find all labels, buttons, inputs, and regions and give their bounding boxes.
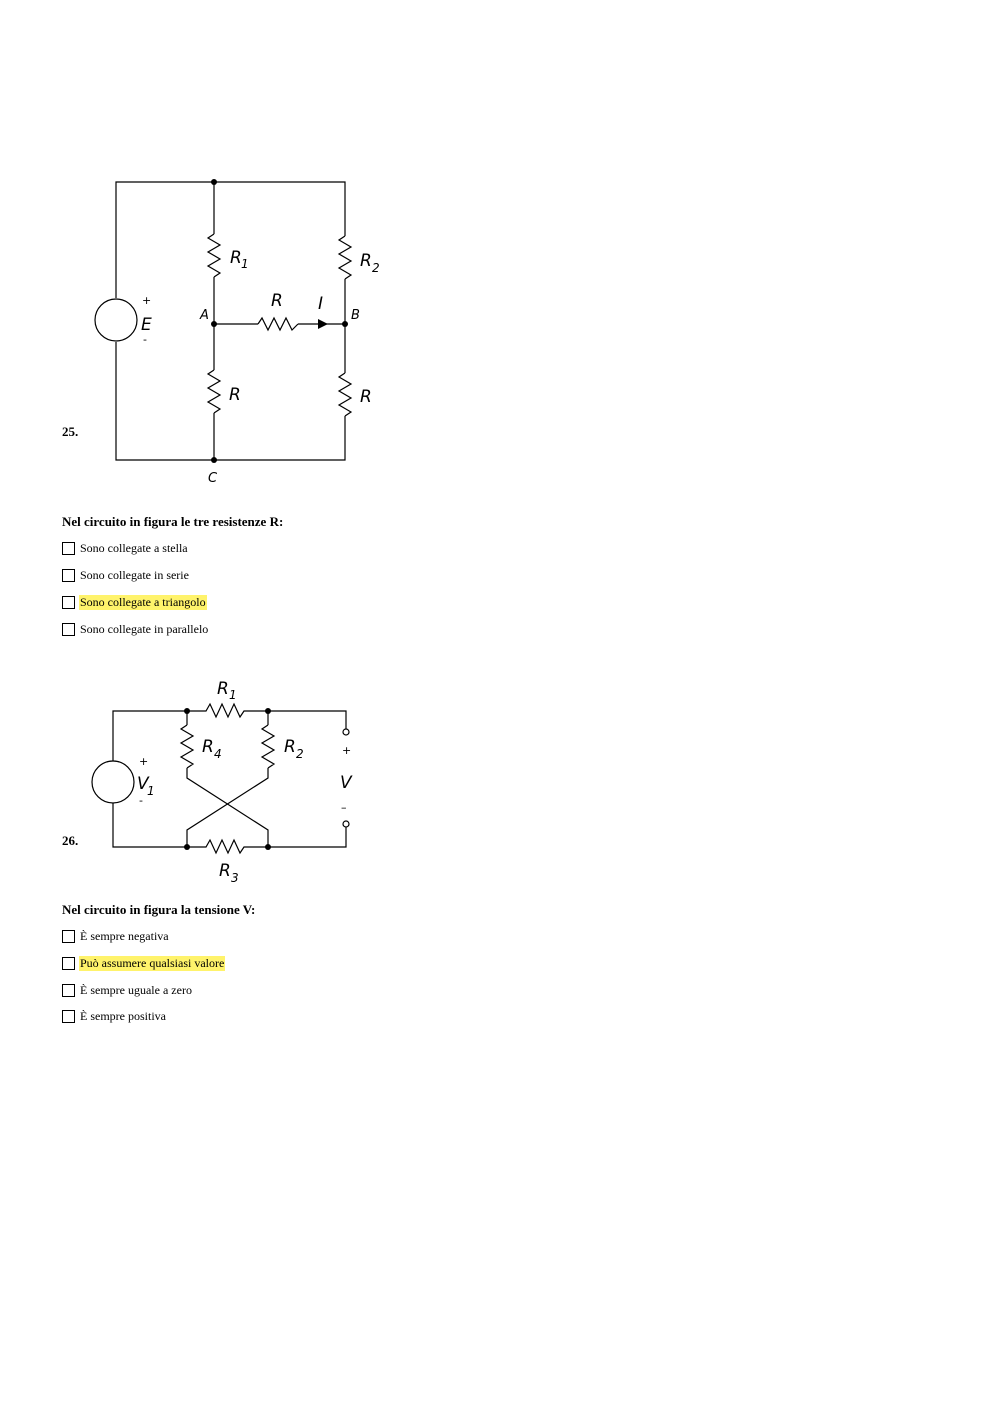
source-v1-label: V — [137, 774, 149, 794]
q26-option-2[interactable] — [62, 955, 225, 971]
r4-subscript: 4 — [214, 747, 222, 761]
voltage-source-e — [95, 299, 137, 341]
q26-option-3[interactable] — [62, 982, 193, 998]
node-c-label: C — [208, 471, 218, 486]
checkbox[interactable] — [62, 984, 75, 997]
circuit-26-diagram — [0, 660, 420, 900]
terminal-minus-icon — [343, 821, 349, 827]
checkbox[interactable] — [62, 1010, 75, 1023]
checkbox[interactable] — [62, 623, 75, 636]
r-middle-label: R — [271, 291, 283, 311]
q25-option-1[interactable] — [62, 540, 189, 556]
output-minus-label: – — [341, 801, 347, 814]
output-v-label: V — [340, 773, 352, 793]
option-label: È sempre uguale a zero — [80, 982, 192, 997]
question-25-number: 25. — [62, 424, 79, 439]
option-label: Sono collegate in serie — [80, 567, 189, 582]
q26-option-1[interactable] — [62, 928, 170, 944]
option-label-highlighted: Sono collegate a triangolo — [80, 594, 206, 609]
checkbox[interactable] — [62, 569, 75, 582]
source-v1-subscript: 1 — [147, 784, 155, 798]
question-26-text: Nel circuito in figura la tensione V: — [62, 902, 256, 917]
option-label: Sono collegate a stella — [80, 540, 188, 555]
r2-label: R — [360, 251, 372, 271]
node-a-label: A — [200, 308, 209, 323]
source-minus-label: - — [139, 794, 143, 807]
r4-label: R — [202, 737, 214, 757]
r1-label: R — [230, 248, 242, 268]
checkbox[interactable] — [62, 930, 75, 943]
r2-subscript: 2 — [296, 747, 304, 761]
node-dot — [265, 708, 271, 714]
node-dot — [265, 844, 271, 850]
node-b-dot — [342, 321, 348, 327]
q25-option-3[interactable] — [62, 594, 207, 610]
r1-label: R — [217, 679, 229, 699]
option-label: Sono collegate in parallelo — [80, 621, 209, 636]
question-26-number: 26. — [62, 833, 79, 848]
node-top-dot — [211, 179, 217, 185]
checkbox[interactable] — [62, 596, 75, 609]
checkbox[interactable] — [62, 542, 75, 555]
source-minus-label: - — [143, 333, 147, 346]
q25-option-4[interactable] — [62, 621, 209, 637]
resistor-r-middle — [258, 318, 298, 330]
r2-subscript: 2 — [372, 261, 380, 275]
current-arrow-icon — [318, 319, 328, 329]
resistor-r-left — [208, 370, 220, 413]
q26-option-4[interactable] — [62, 1008, 167, 1024]
checkbox[interactable] — [62, 957, 75, 970]
resistor-r-right — [339, 373, 351, 416]
current-i-label: I — [318, 294, 324, 314]
node-a-dot — [211, 321, 217, 327]
source-plus-label: + — [139, 755, 149, 768]
q25-option-2[interactable] — [62, 567, 190, 583]
r3-label: R — [219, 861, 231, 881]
r-left-label: R — [229, 385, 241, 405]
output-plus-label: + — [342, 744, 352, 757]
r-right-label: R — [360, 387, 372, 407]
source-e-label: E — [141, 315, 152, 335]
resistor-r3 — [187, 840, 268, 853]
node-c-dot — [211, 457, 217, 463]
voltage-source-v1 — [92, 761, 134, 803]
node-dot — [184, 844, 190, 850]
question-25-text: Nel circuito in figura le tre resistenze R: — [62, 514, 284, 529]
r1-subscript: 1 — [241, 257, 249, 271]
resistor-r4 — [181, 725, 193, 768]
r3-subscript: 3 — [231, 871, 239, 885]
option-label: È sempre negativa — [80, 928, 169, 943]
node-b-label: B — [351, 308, 360, 323]
terminal-plus-icon — [343, 729, 349, 735]
option-label-highlighted: Può assumere qualsiasi valore — [80, 955, 225, 970]
r2-label: R — [284, 737, 296, 757]
option-label: È sempre positiva — [80, 1008, 166, 1023]
source-plus-label: + — [142, 294, 152, 307]
resistor-r1 — [208, 234, 220, 277]
resistor-r2 — [262, 725, 274, 768]
node-dot — [184, 708, 190, 714]
r1-subscript: 1 — [229, 688, 237, 702]
resistor-r2 — [339, 236, 351, 279]
resistor-r1 — [187, 704, 268, 717]
